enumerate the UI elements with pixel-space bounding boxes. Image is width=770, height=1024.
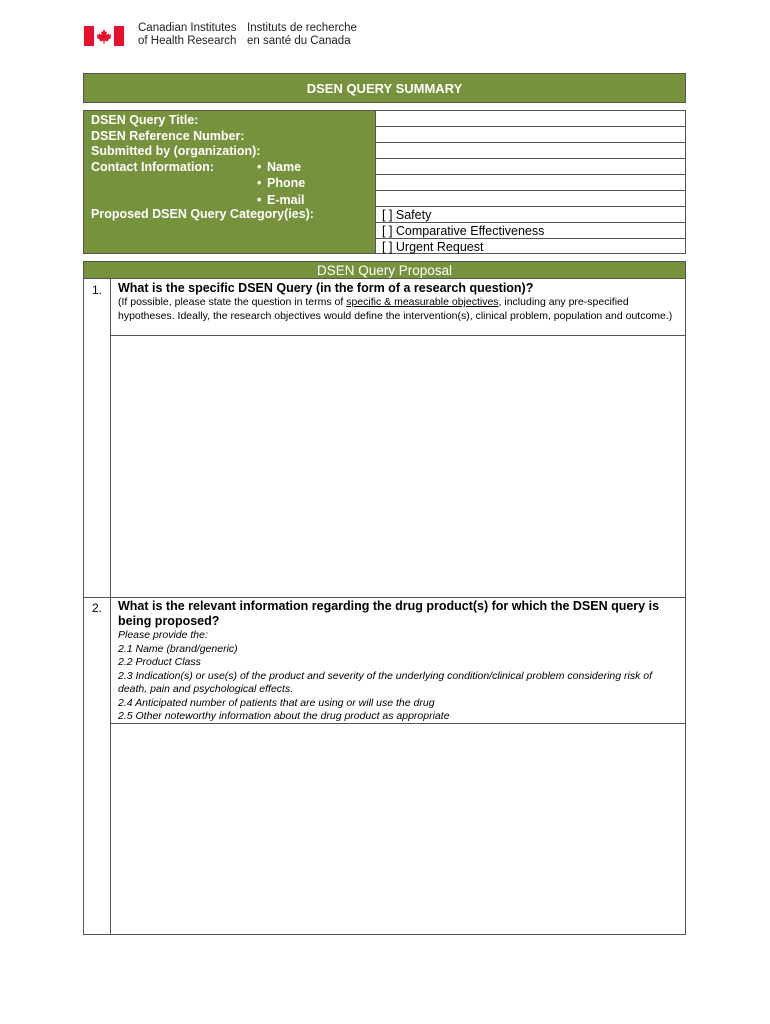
canada-flag-icon bbox=[84, 26, 124, 46]
question-2-item: 2.4 Anticipated number of patients that are using or will use the drug bbox=[118, 696, 435, 709]
question-1-answer-area[interactable] bbox=[111, 336, 685, 597]
contact-item-email: • E-mail bbox=[257, 192, 305, 207]
query-title-field[interactable] bbox=[376, 111, 685, 127]
row-divider bbox=[84, 597, 685, 598]
category-comparative-effectiveness-checkbox[interactable]: [ ] Comparative Effectiveness bbox=[376, 223, 685, 239]
question-2-number: 2. bbox=[91, 601, 102, 615]
bullet-icon: • bbox=[257, 192, 262, 207]
category-urgent-request-checkbox[interactable]: [ ] Urgent Request bbox=[382, 240, 484, 254]
contact-item-name: • Name bbox=[257, 159, 302, 174]
proposal-title: DSEN Query Proposal bbox=[84, 262, 685, 279]
question-2-item: 2.1 Name (brand/generic) bbox=[118, 642, 238, 655]
bullet-icon: • bbox=[257, 176, 262, 190]
question-2-item: 2.5 Other noteworthy information about the drug product as appropriate bbox=[118, 710, 450, 722]
question-2-item: Please provide the: bbox=[118, 629, 208, 641]
summary-labels bbox=[83, 110, 376, 254]
question-1-note: (If possible, please state the question in terms of specific & measurable objectives, including any pre-specified hypotheses. Ideally, the research objectives would define the intervention(s), clinical problem, population and outcome.) bbox=[118, 296, 673, 322]
summary-fields bbox=[376, 110, 686, 254]
submitted-by-field[interactable] bbox=[376, 143, 685, 159]
submitted-by-label: Submitted by (organization): bbox=[91, 144, 261, 158]
category-label: Proposed DSEN Query Category(ies): bbox=[91, 207, 314, 221]
question-1-title: What is the specific DSEN Query (in the form of a research question)? bbox=[118, 281, 534, 295]
contact-information-label: Contact Information: • Name • Phone • E-mail bbox=[91, 160, 368, 176]
org-name-english: Canadian Institutes of Health Research bbox=[138, 22, 237, 47]
category-safety-checkbox[interactable]: [ ] Safety bbox=[376, 207, 685, 223]
contact-name-field[interactable] bbox=[376, 159, 685, 175]
question-2-answer-area[interactable] bbox=[111, 724, 685, 934]
question-2-title: What is the relevant information regarding the drug product(s) for which the DSEN query is being proposed? bbox=[118, 599, 660, 628]
question-1-number: 1. bbox=[91, 283, 102, 297]
reference-number-label: DSEN Reference Number: bbox=[91, 128, 245, 143]
summary-title: DSEN QUERY SUMMARY bbox=[83, 73, 686, 103]
contact-item-phone: • Phone bbox=[257, 176, 306, 190]
contact-phone-field[interactable] bbox=[376, 175, 685, 191]
question-2-item: 2.3 Indication(s) or use(s) of the product and severity of the underlying condition/clinical problem considering risk of death, pain and psychological effects. bbox=[118, 669, 653, 695]
question-1 bbox=[118, 281, 677, 323]
reference-number-field[interactable] bbox=[376, 127, 685, 143]
question-2 bbox=[118, 599, 677, 724]
query-title-label: DSEN Query Title: bbox=[91, 113, 199, 127]
question-2-item: 2.2 Product Class bbox=[118, 656, 201, 668]
org-name-french: Instituts de recherche en santé du Canada bbox=[247, 22, 357, 47]
contact-items bbox=[257, 160, 305, 210]
proposal-table bbox=[83, 261, 686, 935]
contact-email-field[interactable] bbox=[376, 191, 685, 207]
bullet-icon: • bbox=[257, 159, 262, 174]
